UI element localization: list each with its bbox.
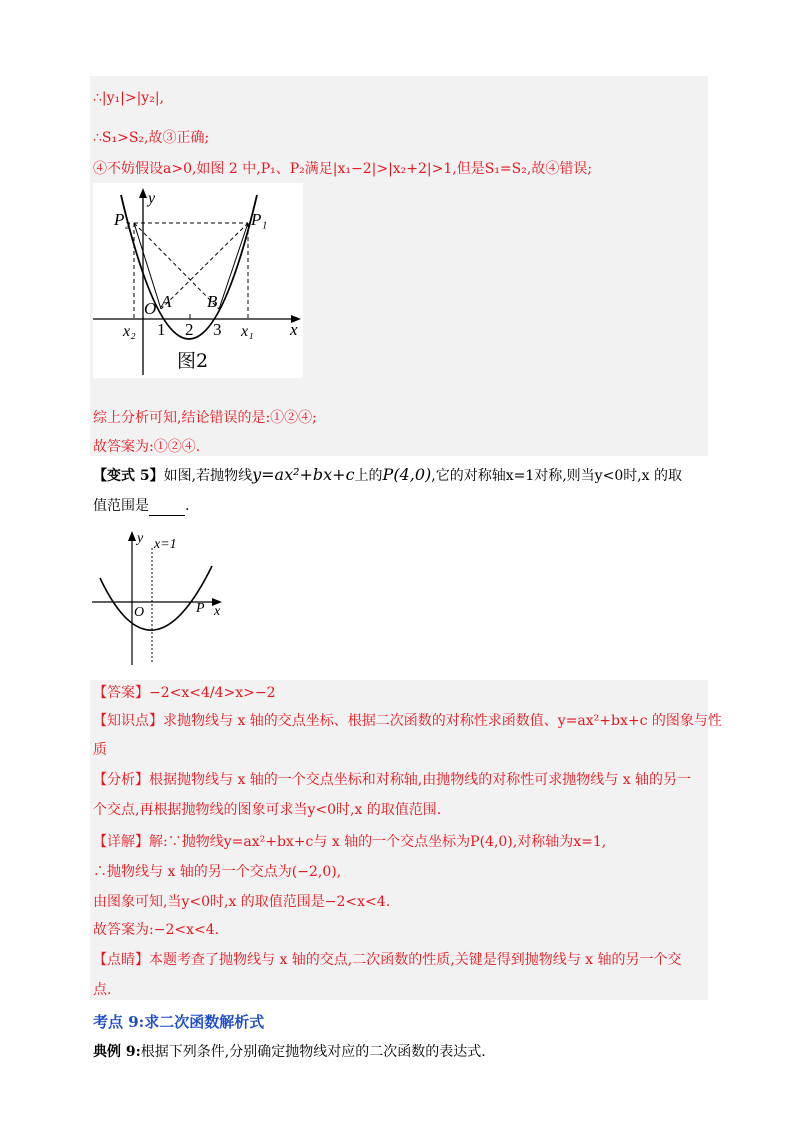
- solution-line-5: 故答案为:①②④.: [93, 439, 201, 455]
- fig2-o-label: O: [144, 299, 157, 318]
- fig2-p1-label: P₁: [251, 210, 268, 229]
- fig2-a-label: A: [161, 292, 172, 311]
- fig2-tick-3: 3: [213, 320, 222, 339]
- comment-line-2: 点.: [93, 982, 112, 998]
- variant5-line-1: [93, 465, 682, 486]
- fig2-x1-label: x₁: [241, 323, 254, 340]
- fig2-y-label: y: [148, 190, 156, 207]
- fig2-x2-label: x₂: [123, 323, 136, 340]
- variant5-point: P(4,0): [382, 465, 432, 484]
- knowledge-line-2: 质: [93, 742, 107, 758]
- example9-text: 根据下列条件,分别确定抛物线对应的二次函数的表达式.: [140, 1044, 486, 1060]
- example9-line: [93, 1042, 486, 1062]
- analysis-line-2: 个交点,再根据抛物线的图象可求当y<0时,x 的取值范围.: [93, 802, 442, 818]
- detail-line-4: 故答案为:−2<x<4.: [93, 922, 220, 938]
- solution-line-4: 综上分析可知,结论错误的是:①②④;: [93, 410, 317, 426]
- fig2-p2-label: P₂: [114, 210, 131, 229]
- fig2-tick-1: 1: [157, 320, 166, 339]
- variant5-line2-end: .: [185, 498, 190, 514]
- fig2-x-label: x: [290, 320, 298, 339]
- fig5-axis-label: x=1: [154, 537, 177, 552]
- example9-label: 典例 9:: [93, 1044, 141, 1060]
- fig2-caption: 图2: [177, 350, 209, 372]
- solution-line-2: ∴S₁>S₂,故③正确;: [93, 130, 210, 146]
- detail-line-2: ∴抛物线与 x 轴的另一个交点为(−2,0),: [93, 864, 342, 880]
- answer-line: 【答案】−2<x<4/4>x>−2: [93, 685, 276, 701]
- analysis-line-1: 【分析】根据抛物线与 x 轴的一个交点坐标和对称轴,由抛物线的对称性可求抛物线与 x 轴的另一: [93, 772, 692, 788]
- variant5-line2-text: 值范围是: [93, 498, 149, 514]
- figure-2: [93, 183, 303, 378]
- knowledge-line-1: 【知识点】求抛物线与 x 轴的交点坐标、根据二次函数的对称性求函数值、y=ax²+bx+c 的图象与性: [93, 713, 722, 729]
- section-title: 考点 9:求二次函数解析式: [93, 1013, 265, 1031]
- detail-line-1: 【详解】解:∵抛物线y=ax²+bx+c与 x 轴的一个交点坐标为P(4,0),对称轴为x=1,: [93, 834, 607, 850]
- variant5-line-2: [93, 496, 189, 516]
- solution-line-3: ④不妨假设a>0,如图 2 中,P₁、P₂满足|x₁−2|>|x₂+2|>1,但是S₁=S₂,故④错误;: [93, 161, 593, 177]
- fig2-tick-2: 2: [185, 320, 194, 339]
- fig5-o-label: O: [134, 605, 145, 620]
- variant5-text-b: 上的: [354, 468, 383, 484]
- variant5-text-c: ,它的对称轴x=1对称,则当y<0时,x 的取: [431, 468, 683, 484]
- solution-line-1: ∴|y₁|>|y₂|,: [93, 90, 164, 106]
- variant5-text-a: 如图,若抛物线: [163, 468, 253, 484]
- fig5-y-label: y: [137, 531, 144, 546]
- variant5-formula: y=ax²+bx+c: [252, 465, 355, 484]
- fig5-p-label: P: [196, 601, 205, 616]
- variant5-tag: 【变式 5】: [93, 468, 164, 484]
- comment-line-1: 【点睛】本题考查了抛物线与 x 轴的交点,二次函数的性质,关键是得到抛物线与 x 轴的另一个交: [93, 952, 682, 968]
- detail-line-3: 由图象可知,当y<0时,x 的取值范围是−2<x<4.: [93, 894, 391, 910]
- answer-blank: [149, 501, 185, 516]
- variant5-figure: [90, 528, 230, 668]
- fig2-b-label: B: [207, 292, 218, 311]
- fig5-x-label: x: [214, 604, 221, 619]
